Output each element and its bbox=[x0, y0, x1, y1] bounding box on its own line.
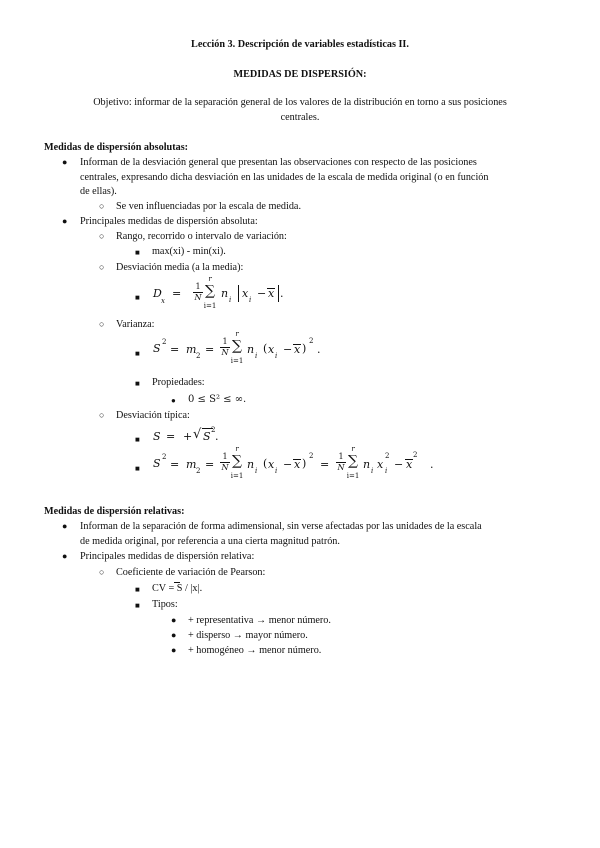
std-label: Desviación típica: bbox=[116, 410, 190, 421]
bullet-filled: ● bbox=[171, 396, 176, 405]
sqrt-symbol: √ bbox=[193, 427, 202, 442]
formula-frac-num: 1 bbox=[338, 452, 344, 461]
formula-sub-2: 2 bbox=[196, 352, 201, 360]
formula-eq: = bbox=[170, 458, 180, 471]
formula-n: n bbox=[363, 458, 371, 471]
bullet-filled: ● bbox=[171, 645, 177, 655]
bullet-filled: ● bbox=[62, 216, 68, 226]
abs-item1-line2: centrales, expresando dicha desviación en las unidades de la escala de medida original (o en función bbox=[80, 172, 489, 183]
formula-sup-2: 2 bbox=[309, 337, 314, 345]
formula-eq: = bbox=[320, 458, 330, 471]
formula-lparen: ( bbox=[263, 457, 268, 470]
formula-sub-i: i bbox=[371, 467, 374, 475]
formula-S: S bbox=[153, 430, 161, 443]
bullet-hollow: ○ bbox=[99, 231, 105, 241]
formula-xbar: x bbox=[294, 458, 301, 471]
abs-item1-line1: Informan de la desviación general que presentan las observaciones con respecto de las posiciones bbox=[80, 157, 477, 168]
pearson-label: Coeficiente de variación de Pearson: bbox=[116, 567, 266, 578]
formula-xbar: x bbox=[406, 458, 413, 471]
bullet-filled: ● bbox=[62, 521, 68, 531]
formula-sub-i: i bbox=[249, 296, 252, 304]
formula-eq: = bbox=[170, 343, 180, 356]
formula-frac-den: N bbox=[221, 348, 229, 357]
cv-formula: CV = S / |x|. bbox=[152, 583, 203, 594]
rel-item2: Principales medidas de dispersión relativa: bbox=[80, 551, 255, 562]
formula-sub-i: i bbox=[385, 467, 388, 475]
formula-m: m bbox=[186, 343, 197, 356]
formula-eq: = bbox=[166, 430, 176, 443]
formula-frac-den: N bbox=[337, 463, 345, 472]
variance-label: Varianza: bbox=[116, 319, 155, 330]
formula-x: x bbox=[377, 458, 384, 471]
formula-minus: − bbox=[394, 458, 404, 471]
sum-symbol: ∑ bbox=[232, 453, 242, 469]
bullet-square: ■ bbox=[135, 293, 140, 302]
formula-sup-2: 2 bbox=[385, 452, 390, 460]
sum-lower: i=1 bbox=[346, 472, 360, 480]
formula-minus: − bbox=[283, 343, 293, 356]
bullet-square: ■ bbox=[135, 248, 140, 257]
xbar-overline bbox=[174, 582, 180, 583]
mean-dev-label: Desviación media (a la media): bbox=[116, 262, 244, 273]
formula-n: n bbox=[247, 343, 255, 356]
sum-upper: r bbox=[351, 445, 355, 453]
formula-sub-i: i bbox=[229, 296, 232, 304]
formula-frac-num: 1 bbox=[222, 452, 228, 461]
section-title: MEDIDAS DE DISPERSIÓN: bbox=[233, 69, 367, 80]
sum-upper: r bbox=[235, 330, 239, 338]
type-item: + homogéneo → menor número. bbox=[188, 645, 322, 656]
formula-period: . bbox=[430, 458, 434, 471]
sum-symbol: ∑ bbox=[348, 453, 358, 469]
formula-sub-i: i bbox=[275, 467, 278, 475]
bullet-square: ■ bbox=[135, 349, 140, 358]
bullet-hollow: ○ bbox=[99, 319, 105, 329]
formula-frac-den: N bbox=[194, 293, 202, 302]
sum-upper: r bbox=[208, 275, 212, 283]
bullet-hollow: ○ bbox=[99, 262, 105, 272]
formula-n: n bbox=[247, 458, 255, 471]
formula-sub-x: x bbox=[161, 297, 165, 305]
bullet-square: ■ bbox=[135, 464, 140, 473]
formula-rparen: ) bbox=[302, 342, 307, 355]
range-label: Rango, recorrido o intervalo de variación: bbox=[116, 231, 287, 242]
sum-lower: i=1 bbox=[230, 472, 244, 480]
type-item: + representativa → menor número. bbox=[188, 615, 331, 626]
formula-sup-2: 2 bbox=[413, 451, 418, 459]
formula-x: x bbox=[268, 343, 275, 356]
formula-S: S bbox=[153, 342, 161, 355]
formula-sub-i: i bbox=[255, 467, 258, 475]
formula-minus: − bbox=[283, 458, 293, 471]
sum-lower: i=1 bbox=[230, 357, 244, 365]
formula-sup-2: 2 bbox=[162, 453, 167, 461]
formula-eq: = bbox=[205, 343, 215, 356]
formula-sup-2: 2 bbox=[211, 426, 216, 434]
rel-item1-line2: de medida original, por referencia a una cierta magnitud patrón. bbox=[80, 536, 340, 547]
formula-sub-i: i bbox=[275, 352, 278, 360]
formula-xbar: x bbox=[294, 343, 301, 356]
formula-x: x bbox=[268, 458, 275, 471]
formula-eq: = bbox=[205, 458, 215, 471]
objective-line-2: centrales. bbox=[280, 112, 320, 123]
formula-n: n bbox=[221, 287, 229, 300]
formula-sup-2: 2 bbox=[162, 338, 167, 346]
sum-symbol: ∑ bbox=[205, 283, 215, 299]
formula-plus: + bbox=[183, 430, 193, 443]
bullet-filled: ● bbox=[62, 551, 68, 561]
formula-D: D bbox=[153, 287, 162, 300]
formula-rparen: ) bbox=[302, 457, 307, 470]
abs-bar-right bbox=[278, 285, 279, 302]
bullet-square: ■ bbox=[135, 601, 140, 610]
page-title: Lección 3. Descripción de variables estadísticas II. bbox=[191, 39, 409, 50]
formula-frac-num: 1 bbox=[222, 337, 228, 346]
bullet-hollow: ○ bbox=[99, 410, 105, 420]
formula-lparen: ( bbox=[263, 342, 268, 355]
formula-minus: − bbox=[257, 287, 267, 300]
formula-sub-i: i bbox=[255, 352, 258, 360]
formula-frac-den: N bbox=[221, 463, 229, 472]
rel-item1-line1: Informan de la separación de forma adimensional, sin verse afectadas por las unidades de la escala bbox=[80, 521, 482, 532]
abs-item1-sub: Se ven influenciadas por la escala de medida. bbox=[116, 201, 301, 212]
formula-x: x bbox=[242, 287, 249, 300]
sum-upper: r bbox=[235, 445, 239, 453]
range-formula: max(xi) - min(xi). bbox=[152, 246, 226, 257]
sum-lower: i=1 bbox=[203, 302, 217, 310]
bullet-square: ■ bbox=[135, 435, 140, 444]
objective-line-1: Objetivo: informar de la separación general de los valores de la distribución en torno a sus posiciones bbox=[93, 97, 507, 108]
bullet-filled: ● bbox=[171, 630, 177, 640]
properties-label: Propiedades: bbox=[152, 377, 205, 388]
bullet-filled: ● bbox=[171, 615, 177, 625]
property-1: 0 ≤ S² ≤ ∞. bbox=[188, 394, 247, 405]
formula-sub-2: 2 bbox=[196, 467, 201, 475]
formula-eq: = bbox=[172, 287, 182, 300]
formula-period: . bbox=[215, 430, 219, 443]
types-label: Tipos: bbox=[152, 599, 178, 610]
bullet-square: ■ bbox=[135, 379, 140, 388]
abs-item2: Principales medidas de dispersión absoluta: bbox=[80, 216, 258, 227]
formula-sup-2: 2 bbox=[309, 452, 314, 460]
formula-m: m bbox=[186, 458, 197, 471]
formula-xbar: x bbox=[268, 287, 275, 300]
sum-symbol: ∑ bbox=[232, 338, 242, 354]
formula-S: S bbox=[203, 430, 211, 443]
formula-period: . bbox=[317, 343, 321, 356]
formula-S: S bbox=[153, 457, 161, 470]
relative-heading: Medidas de dispersión relativas: bbox=[44, 506, 185, 517]
type-item: + disperso → mayor número. bbox=[188, 630, 308, 641]
bullet-hollow: ○ bbox=[99, 567, 105, 577]
absolute-heading: Medidas de dispersión absolutas: bbox=[44, 142, 189, 153]
abs-item1-line3: de ellas). bbox=[80, 186, 117, 197]
bullet-filled: ● bbox=[62, 157, 68, 167]
formula-period: . bbox=[280, 287, 284, 300]
abs-bar-left bbox=[238, 285, 239, 302]
bullet-square: ■ bbox=[135, 585, 140, 594]
bullet-hollow: ○ bbox=[99, 201, 105, 211]
formula-frac-num: 1 bbox=[195, 282, 201, 291]
